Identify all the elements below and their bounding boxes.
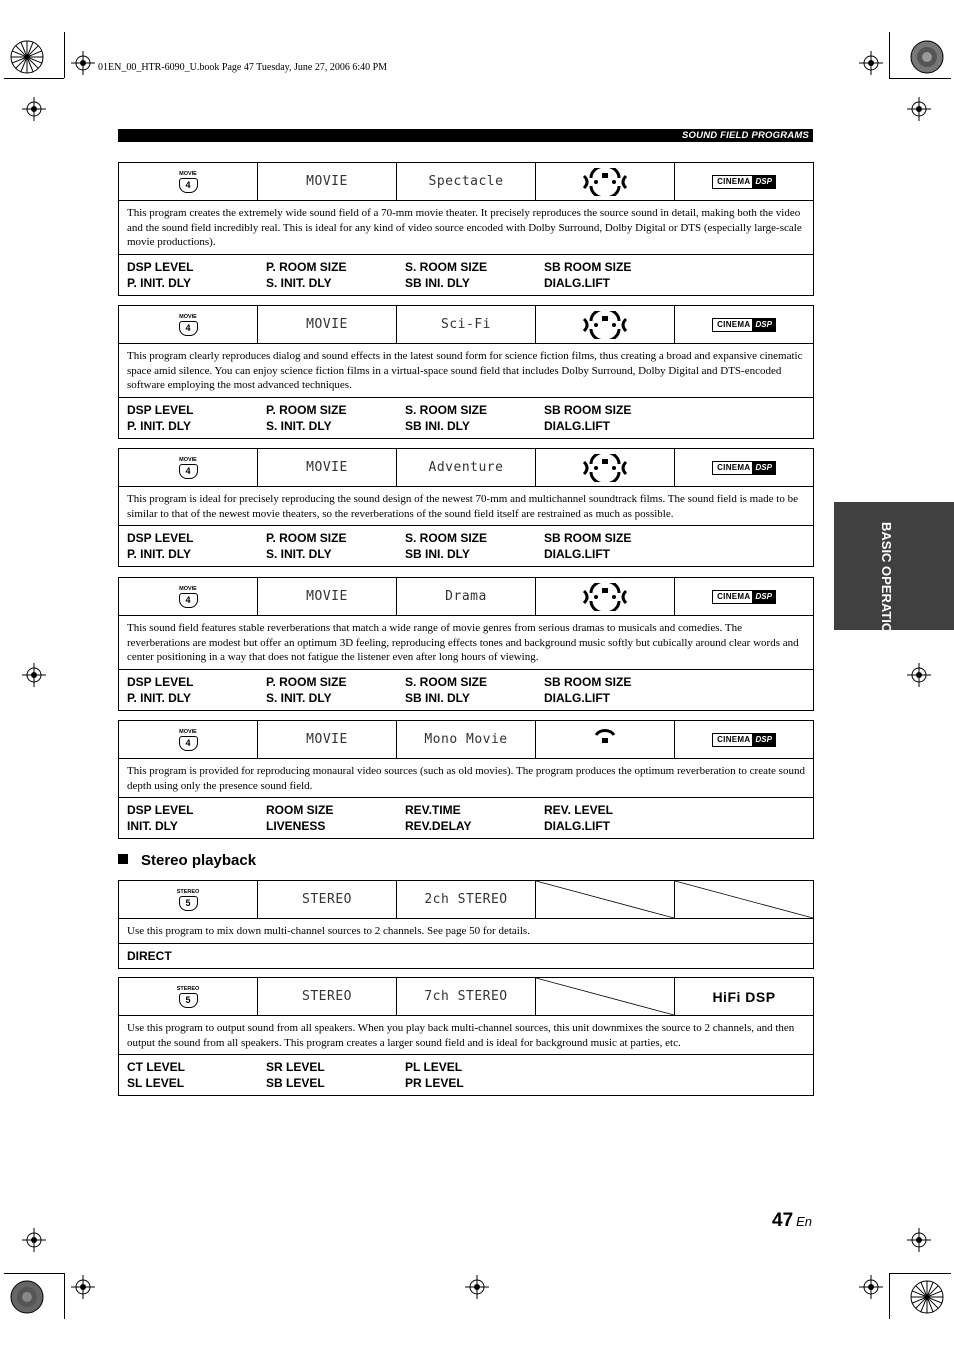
icon-cell xyxy=(536,578,675,615)
cinema-dsp-logo: CINEMA DSP xyxy=(712,733,776,747)
program-description: This program clearly reproduces dialog and sound effects in the latest sound form for science fiction films, thus creating a broad and expansive cinematic space amid silence. You can enjoy science fiction films in a virtual-space sound field that includes Dolby Surround, Dolby Digital and DTS-encoded software employing the most advanced techniques. xyxy=(119,344,813,398)
parameter-list xyxy=(119,526,813,566)
crop-mark xyxy=(889,32,890,78)
lcd-cell xyxy=(397,881,536,918)
category-cell xyxy=(119,163,258,200)
parameter: ROOM SIZE xyxy=(266,803,334,817)
registration-mark-icon xyxy=(859,51,883,75)
color-dial-icon xyxy=(910,1280,944,1314)
registration-mark-icon xyxy=(907,1228,931,1252)
registration-mark-icon xyxy=(71,51,95,75)
crop-mark xyxy=(889,78,951,79)
parameter: SB ROOM SIZE xyxy=(544,259,632,274)
registration-mark-icon xyxy=(22,1228,46,1252)
hifi-dsp-logo: HiFi DSP xyxy=(712,988,776,1005)
parameter: DIALG.LIFT xyxy=(544,690,610,705)
lcd-cell xyxy=(258,449,397,486)
parameter-list xyxy=(119,1055,813,1095)
crop-mark xyxy=(889,1273,951,1274)
lcd-program: Adventure xyxy=(428,460,504,475)
lcd-category: MOVIE xyxy=(306,317,348,332)
parameter: SB ROOM SIZE xyxy=(544,531,632,545)
parameter: SB LEVEL xyxy=(266,1076,325,1090)
lcd-program: Sci-Fi xyxy=(441,317,491,332)
crop-mark xyxy=(4,1273,64,1274)
parameter-list xyxy=(119,798,813,838)
lcd-cell xyxy=(397,449,536,486)
registration-mark-icon xyxy=(907,663,931,687)
lcd-cell xyxy=(258,881,397,918)
parameter: P. ROOM SIZE xyxy=(266,674,347,689)
registration-mark-icon xyxy=(71,1275,95,1299)
category-label: MOVIE xyxy=(179,456,197,463)
parameter: SB ROOM SIZE xyxy=(544,402,632,417)
brand-cell xyxy=(675,978,813,1015)
parameter: P. ROOM SIZE xyxy=(266,531,347,545)
parameter: P. ROOM SIZE xyxy=(266,402,347,417)
parameter: S. ROOM SIZE xyxy=(405,259,488,274)
icon-cell xyxy=(536,306,675,343)
section-header-bar xyxy=(118,129,813,142)
section-title-text: Stereo playback xyxy=(141,852,257,869)
parameter: DIALG.LIFT xyxy=(544,275,610,290)
lcd-category: MOVIE xyxy=(306,174,348,189)
cinema-dsp-logo: CINEMA DSP xyxy=(712,175,776,189)
parameter: P. ROOM SIZE xyxy=(266,259,347,274)
lcd-category: STEREO xyxy=(302,892,352,907)
registration-mark-icon xyxy=(22,97,46,121)
category-label: STEREO xyxy=(176,888,200,895)
parameter: DIALG.LIFT xyxy=(544,547,610,561)
program-spectacle xyxy=(118,162,814,296)
program-drama xyxy=(118,577,814,711)
cinema-dsp-logo: CINEMA DSP xyxy=(712,590,776,604)
program-7ch-stereo xyxy=(118,977,814,1096)
icon-cell xyxy=(536,163,675,200)
program-mono-movie xyxy=(118,720,814,839)
program-adventure xyxy=(118,448,814,567)
category-cell xyxy=(119,449,258,486)
category-number: 4 xyxy=(179,736,198,751)
crop-mark xyxy=(64,1273,65,1319)
square-bullet-icon xyxy=(118,854,128,864)
page-language: En xyxy=(796,1214,813,1229)
category-number: 5 xyxy=(179,993,198,1008)
section-header-title: SOUND FIELD PROGRAMS xyxy=(682,130,809,141)
icon-cell xyxy=(536,721,675,758)
lcd-cell xyxy=(258,721,397,758)
cinema-dsp-logo: CINEMA DSP xyxy=(712,461,776,475)
gray-dial-icon xyxy=(10,1280,44,1314)
parameter: SB INI. DLY xyxy=(405,690,470,705)
parameter: SL LEVEL xyxy=(127,1076,185,1090)
parameter: P. INIT. DLY xyxy=(127,690,192,705)
parameter: SB ROOM SIZE xyxy=(544,674,632,689)
parameter: P. INIT. DLY xyxy=(127,418,192,433)
program-description: Use this program to output sound from all speakers. When you play back multi-channel sources, this unit downmixes the source to 2 channels, and then output the sound from all speakers. This program creates a larger sound field and is ideal for background music at parties, etc. xyxy=(119,1016,813,1055)
parameter: DSP LEVEL xyxy=(127,259,194,274)
empty-cell xyxy=(675,881,813,918)
brand-cell xyxy=(675,721,813,758)
lcd-cell xyxy=(258,163,397,200)
lcd-program: Mono Movie xyxy=(424,732,508,747)
program-description: Use this program to mix down multi-channel sources to 2 channels. See page 50 for details. xyxy=(119,919,813,944)
lcd-category: STEREO xyxy=(302,989,352,1004)
parameter: PR LEVEL xyxy=(405,1076,464,1090)
category-label: STEREO xyxy=(176,985,200,992)
gray-dial-icon xyxy=(910,40,944,74)
registration-mark-icon xyxy=(859,1275,883,1299)
parameter: P. INIT. DLY xyxy=(127,547,192,561)
category-cell xyxy=(119,881,258,918)
program-description: This program creates the extremely wide sound field of a 70-mm movie theater. It precisely reproduces the source sound in detail, making both the video and the sound field incredibly real. This is ideal for any kind of video source encoded with Dolby Surround, Dolby Digital or DTS (especially large-scale movie productions). xyxy=(119,201,813,255)
front-speaker-icon xyxy=(582,726,628,754)
registration-mark-icon xyxy=(465,1275,489,1299)
parameter: S. INIT. DLY xyxy=(266,547,332,561)
surround-speaker-icon xyxy=(582,454,628,482)
category-label: MOVIE xyxy=(179,313,197,320)
category-cell xyxy=(119,978,258,1015)
parameter: REV.TIME xyxy=(405,803,461,817)
parameter: REV. LEVEL xyxy=(544,803,613,817)
page-number xyxy=(772,1210,812,1232)
category-number: 5 xyxy=(179,896,198,911)
brand-cell xyxy=(675,578,813,615)
parameter: LIVENESS xyxy=(266,819,326,833)
lcd-cell xyxy=(258,306,397,343)
category-label: MOVIE xyxy=(179,728,197,735)
crop-mark xyxy=(64,32,65,78)
section-title xyxy=(118,852,256,869)
parameter-list xyxy=(119,398,813,438)
parameter-list xyxy=(119,944,813,968)
parameter: PL LEVEL xyxy=(405,1060,463,1074)
parameter: DSP LEVEL xyxy=(127,674,194,689)
page-number-value: 47 xyxy=(772,1210,794,1231)
lcd-category: MOVIE xyxy=(306,589,348,604)
lcd-cell xyxy=(258,978,397,1015)
parameter: DSP LEVEL xyxy=(127,803,194,817)
parameter-list xyxy=(119,670,813,710)
parameter: SB INI. DLY xyxy=(405,547,470,561)
lcd-cell xyxy=(397,306,536,343)
parameter xyxy=(544,1075,683,1091)
category-cell xyxy=(119,306,258,343)
category-number: 4 xyxy=(179,178,198,193)
lcd-category: MOVIE xyxy=(306,732,348,747)
parameter: DSP LEVEL xyxy=(127,402,194,417)
surround-speaker-icon xyxy=(582,311,628,339)
lcd-category: MOVIE xyxy=(306,460,348,475)
registration-mark-icon xyxy=(907,97,931,121)
brand-cell xyxy=(675,306,813,343)
parameter: S. ROOM SIZE xyxy=(405,402,488,417)
program-sci-fi xyxy=(118,305,814,439)
cinema-dsp-logo: CINEMA DSP xyxy=(712,318,776,332)
brand-cell xyxy=(675,449,813,486)
program-description: This program is ideal for precisely reproducing the sound design of the newest 70-mm and multichannel soundtrack films. The sound field is made to be similar to that of the newest movie theaters, so the reverberations of the sound field itself are restrained as much as possible. xyxy=(119,487,813,526)
category-label: MOVIE xyxy=(179,585,197,592)
parameter: S. INIT. DLY xyxy=(266,275,332,290)
parameter: CT LEVEL xyxy=(127,1060,186,1074)
brand-cell xyxy=(675,163,813,200)
program-2ch-stereo xyxy=(118,880,814,969)
program-description: This program is provided for reproducing monaural video sources (such as old movies). The program produces the optimum reverberation to create sound depth using only the presence sound field. xyxy=(119,759,813,798)
lcd-program: Drama xyxy=(445,589,487,604)
lcd-program: 7ch STEREO xyxy=(424,989,508,1004)
parameter-list xyxy=(119,255,813,295)
category-number: 4 xyxy=(179,321,198,336)
parameter: SB INI. DLY xyxy=(405,275,470,290)
parameter: DSP LEVEL xyxy=(127,531,194,545)
empty-cell xyxy=(536,978,675,1015)
lcd-cell xyxy=(397,721,536,758)
category-number: 4 xyxy=(179,464,198,479)
color-dial-icon xyxy=(10,40,44,74)
category-cell xyxy=(119,721,258,758)
parameter: DIRECT xyxy=(127,948,172,963)
crop-mark xyxy=(889,1273,890,1319)
category-number: 4 xyxy=(179,593,198,608)
side-tab-label: BASIC OPERATION xyxy=(879,522,894,643)
lcd-cell xyxy=(397,978,536,1015)
surround-speaker-icon xyxy=(582,168,628,196)
parameter: S. ROOM SIZE xyxy=(405,531,488,545)
lcd-cell xyxy=(397,163,536,200)
parameter: SR LEVEL xyxy=(266,1060,325,1074)
parameter: INIT. DLY xyxy=(127,819,178,833)
parameter: S. INIT. DLY xyxy=(266,418,332,433)
surround-speaker-icon xyxy=(582,583,628,611)
parameter: DIALG.LIFT xyxy=(544,819,610,833)
parameter xyxy=(544,1059,683,1075)
lcd-program: 2ch STEREO xyxy=(424,892,508,907)
category-cell xyxy=(119,578,258,615)
empty-cell xyxy=(536,881,675,918)
lcd-cell xyxy=(397,578,536,615)
parameter: SB INI. DLY xyxy=(405,418,470,433)
parameter: S. INIT. DLY xyxy=(266,690,332,705)
book-info-line: 01EN_00_HTR-6090_U.book Page 47 Tuesday, June 27, 2006 6:40 PM xyxy=(98,62,388,73)
crop-mark xyxy=(4,78,64,79)
program-description: This sound field features stable reverberations that match a wide range of movie genres from serious dramas to musicals and comedies. The reverberations are modest but offer an optimum 3D feeling, reproducing effects tones and background music softly but cubically around clear words and center positioning in a way that does not fatigue the listener even after long hours of viewing. xyxy=(119,616,813,670)
parameter: P. INIT. DLY xyxy=(127,275,192,290)
lcd-cell xyxy=(258,578,397,615)
side-tab xyxy=(834,502,954,643)
category-label: MOVIE xyxy=(179,170,197,177)
icon-cell xyxy=(536,449,675,486)
lcd-program: Spectacle xyxy=(428,174,504,189)
registration-mark-icon xyxy=(22,663,46,687)
parameter: REV.DELAY xyxy=(405,819,472,833)
parameter: DIALG.LIFT xyxy=(544,418,610,433)
parameter: S. ROOM SIZE xyxy=(405,674,488,689)
